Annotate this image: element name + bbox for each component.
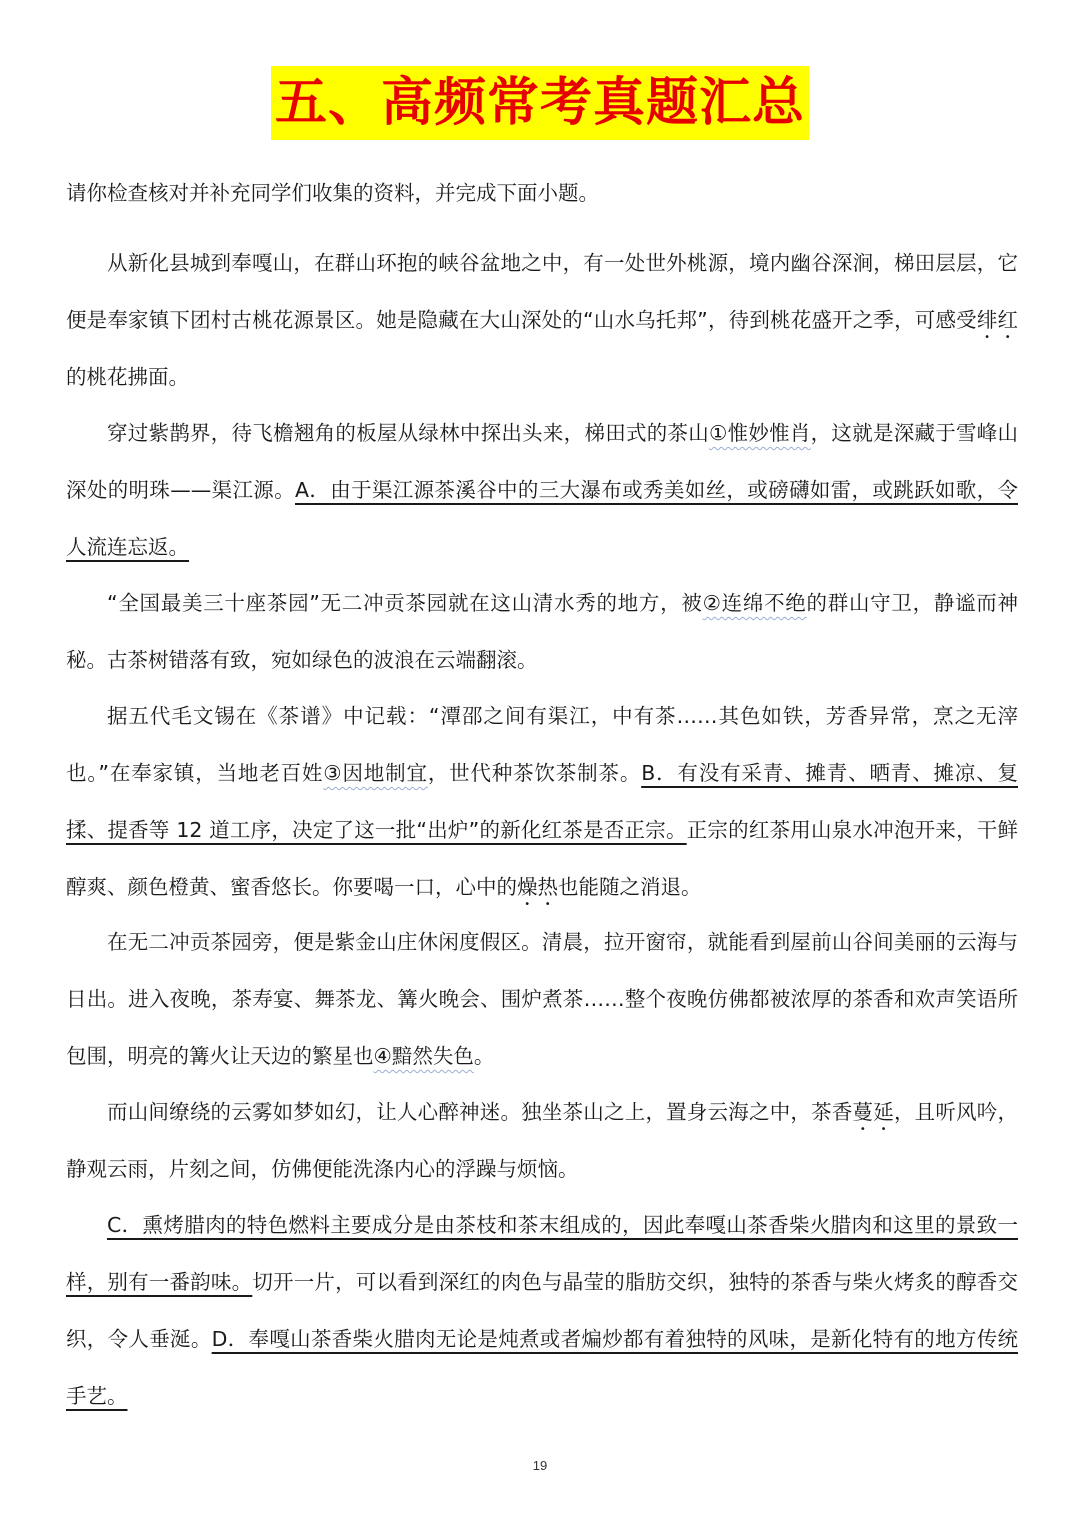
p4-dotted-word: 燥热: [517, 875, 558, 899]
p4-text-d: 也能随之消退。: [558, 875, 702, 899]
p2-text-a: 穿过紫鹊界，待飞檐翘角的板屋从绿林中探出头来，梯田式的茶山: [107, 421, 709, 445]
p5-text-a: 在无二冲贡茶园旁，便是紫金山庄休闲度假区。清晨，拉开窗帘，就能看到屋前山谷间美丽的云海与日出。进入夜晚，茶寿宴、舞茶龙、篝火晚会、围炉煮茶……整个夜晚仿佛都被浓厚的茶香和欢声笑语所包围，明亮的篝火让天边的繁星也: [66, 930, 1018, 1068]
p3-text-b: 的群山守卫，静谧而神秘。古茶树错落有致，宛如绿色的波浪在云端翻滚。: [66, 591, 1018, 672]
idiom-2: ②连绵不绝: [702, 591, 807, 615]
paragraph-1: [66, 235, 1018, 406]
instruction-text: 请你检查核对并补充同学们收集的资料，并完成下面小题。: [66, 181, 599, 205]
idiom-4: ④黯然失色: [373, 1044, 474, 1068]
page-number: 19: [532, 1458, 548, 1473]
p2-text-b: ，这就是深藏于雪峰山深处的明珠——渠江源。: [66, 421, 1018, 502]
paragraph-3: [66, 575, 1018, 689]
title-wrap: [0, 66, 1080, 140]
p4-text-c: 正宗的红茶用山泉水冲泡开来，干鲜醇爽、颜色橙黄、蜜香悠长。你要喝一口，心中的: [66, 818, 1019, 899]
section-title: 五、高频常考真题汇总: [271, 66, 809, 140]
idiom-1: ①惟妙惟肖: [709, 421, 811, 445]
p5-text-b: 。: [473, 1044, 495, 1068]
p3-text-a: “全国最美三十座茶园”无二冲贡茶园就在这山清水秀的地方，被: [107, 591, 703, 615]
sentence-b: B．有没有采青、摊青、晒青、摊凉、复揉、提香等 12 道工序，决定了这一批“出炉”的新化红茶是否正宗。: [66, 761, 1018, 842]
sentence-c: C．熏烤腊肉的特色燃料主要成分是由茶枝和茶末组成的，因此奉嘎山茶香柴火腊肉和这里的景致一样，别有一番韵味。: [66, 1213, 1018, 1294]
idiom-3: ③因地制宜: [323, 761, 428, 785]
p7-text-a: 切开一片，可以看到深红的肉色与晶莹的脂肪交织，独特的茶香与柴火烤炙的醇香交织，令人垂涎。: [66, 1270, 1019, 1351]
paragraph-6: [66, 1084, 1018, 1198]
paragraph-5: [66, 914, 1018, 1085]
p6-text-b: ，且听风吟，静观云雨，片刻之间，仿佛便能洗涤内心的浮躁与烦恼。: [66, 1100, 1019, 1181]
p6-text-a: 而山间缭绕的云雾如梦如幻，让人心醉神迷。独坐茶山之上，置身云海之中，茶香: [107, 1100, 853, 1124]
p6-dotted-word: 蔓延: [852, 1100, 894, 1124]
p4-text-a: 据五代毛文锡在《茶谱》中记载：“潭邵之间有渠江，中有茶……其色如铁，芳香异常，烹之无滓也。”在奉家镇，当地老百姓: [66, 704, 1018, 785]
paragraph-2: [66, 405, 1018, 576]
p1-dotted-word: 绯红: [976, 308, 1018, 332]
p1-text-a: 从新化县城到奉嘎山，在群山环抱的峡谷盆地之中，有一处世外桃源，境内幽谷深涧，梯田层层，它便是奉家镇下团村古桃花源景区。她是隐藏在大山深处的“山水乌托邦”，待到桃花盛开之季，可感受: [66, 251, 1018, 332]
sentence-a: A．由于渠江源茶溪谷中的三大瀑布或秀美如丝，或磅礴如雷，或跳跃如歌，令人流连忘返。: [66, 478, 1018, 559]
paragraph-4: [66, 688, 1018, 916]
p1-text-b: 的桃花拂面。: [66, 365, 189, 389]
p4-text-b: ，世代种茶饮茶制茶。: [427, 761, 642, 785]
sentence-d: D．奉嘎山茶香柴火腊肉无论是炖煮或者煸炒都有着独特的风味，是新化特有的地方传统手艺。: [66, 1327, 1018, 1408]
paragraph-7: [66, 1197, 1018, 1425]
